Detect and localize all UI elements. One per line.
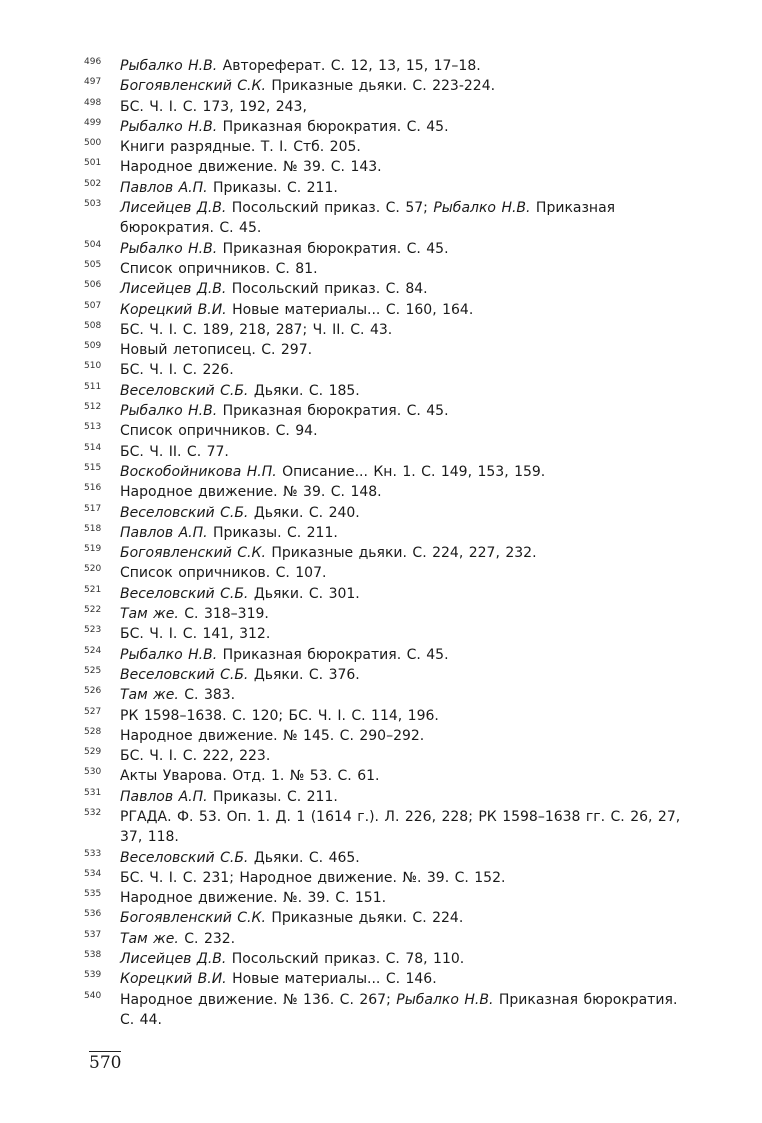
- footnote-segment: С. 318–319.: [178, 606, 269, 623]
- footnote-author: Рыбалко Н.В.: [433, 200, 531, 217]
- footnote-text: [120, 523, 696, 543]
- footnote-segment: Список опричников. С. 107.: [120, 565, 327, 582]
- footnote-segment: БС. Ч. I. С. 231; Народное движение. №. 39. С. 152.: [120, 869, 506, 886]
- footnote-segment: Дьяки. С. 376.: [248, 666, 360, 683]
- footnote-item: [84, 239, 696, 259]
- footnote-segment: Приказная бюрократия. С. 44.: [120, 991, 678, 1028]
- footnote-number: 525: [84, 665, 102, 676]
- footnote-text: [120, 360, 696, 380]
- footnote-number: 539: [84, 970, 102, 981]
- footnote-author: Богоявленский С.К.: [120, 545, 266, 562]
- footnote-text: [120, 868, 696, 888]
- footnote-text: [120, 888, 696, 908]
- footnote-text: [120, 766, 696, 786]
- footnote-segment: С. 383.: [178, 687, 236, 704]
- footnote-item: [84, 645, 696, 665]
- footnote-item: [84, 543, 696, 563]
- footnote-item: [84, 563, 696, 583]
- footnote-segment: Приказные дьяки. С. 223-224.: [265, 78, 496, 95]
- footnote-text: [120, 198, 696, 239]
- footnote-segment: РГАДА. Ф. 53. Оп. 1. Д. 1 (1614 г.). Л. 226, 228; РК 1598–1638 гг. С. 26, 27, 37, 118.: [120, 808, 681, 846]
- footnote-segment: Приказы. С. 211.: [207, 524, 338, 541]
- footnote-text: [120, 381, 696, 401]
- footnote-segment: Описание... Кн. 1. С. 149, 153, 159.: [276, 463, 546, 480]
- footnote-item: [84, 949, 696, 969]
- footnote-number: 526: [84, 686, 102, 697]
- footnote-segment: Приказная бюрократия. С. 45.: [217, 403, 449, 420]
- footnote-item: [84, 482, 696, 502]
- footnote-segment: БС. Ч. I. С. 173, 192, 243,: [120, 98, 307, 115]
- footnote-text: [120, 645, 696, 665]
- footnote-number: 522: [84, 605, 102, 616]
- footnote-text: [120, 665, 696, 685]
- footnote-number: 505: [84, 259, 102, 270]
- footnote-text: [120, 117, 696, 137]
- footnote-segment: РК 1598–1638. С. 120; БС. Ч. I. С. 114, 196.: [120, 707, 439, 724]
- footnote-segment: Автореферат. С. 12, 13, 15, 17–18.: [217, 58, 481, 74]
- footnote-item: [84, 442, 696, 462]
- footnote-text: [120, 807, 696, 848]
- footnote-number: 496: [84, 57, 102, 67]
- footnote-item: [84, 706, 696, 726]
- footnote-text: [120, 178, 696, 198]
- footnote-item: [84, 624, 696, 644]
- footnote-number: 527: [84, 706, 102, 717]
- footnote-text: [120, 990, 696, 1031]
- footnote-author: Лисейцев Д.В.: [120, 200, 227, 217]
- footnote-author: Рыбалко Н.В.: [120, 403, 218, 420]
- footnote-text: [120, 685, 696, 705]
- footnote-text: [120, 584, 696, 604]
- footnote-item: [84, 868, 696, 888]
- footnote-number: 534: [84, 868, 102, 879]
- footnote-number: 519: [84, 544, 102, 555]
- footnote-text: [120, 421, 696, 441]
- footnote-segment: Новые материалы... С. 146.: [226, 971, 437, 988]
- footnote-number: 529: [84, 747, 102, 758]
- footnote-number: 509: [84, 341, 102, 352]
- footnote-text: [120, 482, 696, 502]
- footnote-item: [84, 320, 696, 340]
- footnote-item: [84, 990, 696, 1031]
- footnote-segment: Приказные дьяки. С. 224, 227, 232.: [265, 545, 537, 562]
- footnote-item: [84, 76, 696, 96]
- footnote-number: 536: [84, 909, 102, 920]
- footnote-text: [120, 279, 696, 299]
- footnote-text: [120, 97, 696, 117]
- footnote-author: Там же.: [120, 606, 179, 623]
- footnote-item: [84, 300, 696, 320]
- footer-rule: [89, 1051, 121, 1052]
- footnote-text: [120, 300, 696, 320]
- footnotes-list: [84, 56, 696, 1030]
- footnote-number: 502: [84, 178, 102, 189]
- footnote-segment: Дьяки. С. 301.: [248, 585, 360, 602]
- footnote-number: 518: [84, 523, 102, 534]
- footnote-item: [84, 198, 696, 239]
- footnote-number: 501: [84, 158, 102, 169]
- footnote-number: 523: [84, 625, 102, 636]
- footnote-number: 531: [84, 787, 102, 798]
- footnote-item: [84, 178, 696, 198]
- footnote-number: 504: [84, 239, 102, 250]
- footnote-number: 528: [84, 726, 102, 737]
- footnote-number: 510: [84, 361, 102, 372]
- footnote-author: Рыбалко Н.В.: [120, 240, 218, 257]
- footnote-segment: Книги разрядные. Т. I. Стб. 205.: [120, 139, 361, 156]
- footnote-text: [120, 726, 696, 746]
- footnote-item: [84, 137, 696, 157]
- footnote-item: [84, 766, 696, 786]
- footnote-number: 521: [84, 584, 102, 595]
- footnote-author: Лисейцев Д.В.: [120, 281, 227, 298]
- footnote-author: Рыбалко Н.В.: [120, 58, 218, 74]
- footnote-item: [84, 157, 696, 177]
- footnote-segment: Приказы. С. 211.: [207, 788, 338, 805]
- footnote-item: [84, 685, 696, 705]
- footnote-segment: Приказы. С. 211.: [207, 179, 338, 196]
- footnote-segment: Дьяки. С. 185.: [248, 382, 360, 399]
- footnote-text: [120, 56, 696, 76]
- footnote-segment: Народное движение. № 39. С. 148.: [120, 484, 382, 501]
- footnote-text: [120, 706, 696, 726]
- footnote-item: [84, 523, 696, 543]
- footnote-number: 512: [84, 402, 102, 413]
- footnote-item: [84, 848, 696, 868]
- footnote-text: [120, 503, 696, 523]
- footnote-text: [120, 543, 696, 563]
- footnote-author: Веселовский С.Б.: [120, 849, 249, 866]
- footnote-text: [120, 157, 696, 177]
- footnote-segment: Народное движение. № 136. С. 267;: [120, 991, 397, 1008]
- footnote-segment: Приказная бюрократия. С. 45.: [217, 240, 449, 257]
- footnote-text: [120, 401, 696, 421]
- footnote-segment: БС. Ч. I. С. 189, 218, 287; Ч. II. С. 43.: [120, 321, 393, 338]
- footnote-author: Богоявленский С.К.: [120, 78, 266, 95]
- footnote-item: [84, 117, 696, 137]
- footnote-number: 515: [84, 462, 102, 473]
- footnote-segment: Список опричников. С. 94.: [120, 423, 318, 440]
- footnote-text: [120, 787, 696, 807]
- footnote-author: Там же.: [120, 930, 179, 947]
- footnote-segment: Новые материалы... С. 160, 164.: [226, 301, 474, 318]
- footnote-item: [84, 503, 696, 523]
- footnote-segment: Народное движение. №. 39. С. 151.: [120, 890, 387, 907]
- footnote-item: [84, 360, 696, 380]
- footnote-text: [120, 239, 696, 259]
- footnote-text: [120, 563, 696, 583]
- footnote-item: [84, 888, 696, 908]
- footnote-number: 537: [84, 929, 102, 940]
- footnote-number: 499: [84, 117, 102, 128]
- footnote-author: Веселовский С.Б.: [120, 666, 249, 683]
- footnote-number: 498: [84, 97, 102, 108]
- footnote-text: [120, 624, 696, 644]
- footnote-segment: Дьяки. С. 465.: [248, 849, 360, 866]
- footnote-item: [84, 584, 696, 604]
- page-number: 570: [89, 1053, 122, 1073]
- footnote-segment: Приказные дьяки. С. 224.: [265, 910, 464, 927]
- footnote-text: [120, 76, 696, 96]
- footnote-segment: Список опричников. С. 81.: [120, 260, 318, 277]
- footnote-segment: Приказная бюрократия. С. 45.: [217, 646, 449, 663]
- footnote-author: Рыбалко Н.В.: [120, 646, 218, 663]
- footnote-author: Воскобойникова Н.П.: [120, 463, 277, 480]
- footnote-segment: С. 232.: [178, 930, 236, 947]
- footnote-number: 530: [84, 767, 102, 778]
- footnote-segment: Народное движение. № 39. С. 143.: [120, 159, 382, 176]
- footnote-item: [84, 604, 696, 624]
- footnote-item: [84, 807, 696, 848]
- footnote-number: 516: [84, 483, 102, 494]
- footnote-author: Павлов А.П.: [120, 788, 208, 805]
- footnote-author: Корецкий В.И.: [120, 971, 227, 988]
- footnote-number: 511: [84, 381, 102, 392]
- footnote-item: [84, 401, 696, 421]
- footnote-number: 524: [84, 645, 102, 656]
- footnote-author: Там же.: [120, 687, 179, 704]
- footnote-text: [120, 746, 696, 766]
- footnote-text: [120, 462, 696, 482]
- footnote-segment: БС. Ч. I. С. 222, 223.: [120, 748, 271, 765]
- footnote-number: 517: [84, 503, 102, 514]
- footnote-author: Веселовский С.Б.: [120, 585, 249, 602]
- footnote-author: Рыбалко Н.В.: [120, 118, 218, 135]
- footnote-segment: БС. Ч. I. С. 226.: [120, 362, 234, 379]
- footnote-author: Павлов А.П.: [120, 179, 208, 196]
- footnote-number: 500: [84, 138, 102, 149]
- footnote-text: [120, 340, 696, 360]
- footnote-item: [84, 97, 696, 117]
- footnote-number: 506: [84, 280, 102, 291]
- footnote-text: [120, 848, 696, 868]
- footnote-item: [84, 462, 696, 482]
- footnote-number: 507: [84, 300, 102, 311]
- footnote-segment: Посольский приказ. С. 57;: [226, 200, 434, 217]
- footnote-text: [120, 908, 696, 928]
- footnote-segment: БС. Ч. II. С. 77.: [120, 443, 229, 460]
- footnote-segment: Посольский приказ. С. 78, 110.: [226, 951, 465, 968]
- footnote-author: Павлов А.П.: [120, 524, 208, 541]
- footnote-item: [84, 746, 696, 766]
- footnote-text: [120, 442, 696, 462]
- footnote-text: [120, 320, 696, 340]
- footnote-number: 508: [84, 320, 102, 331]
- footnote-item: [84, 929, 696, 949]
- footnote-item: [84, 279, 696, 299]
- footnote-segment: Акты Уварова. Отд. 1. № 53. С. 61.: [120, 768, 380, 785]
- footnote-number: 540: [84, 990, 102, 1001]
- footnote-segment: Народное движение. № 145. С. 290–292.: [120, 727, 425, 744]
- footnote-number: 497: [84, 77, 102, 88]
- footnote-author: Лисейцев Д.В.: [120, 951, 227, 968]
- footnote-item: [84, 908, 696, 928]
- footnote-segment: Приказная бюрократия. С. 45.: [120, 200, 616, 237]
- footnote-number: 520: [84, 564, 102, 575]
- footnote-item: [84, 259, 696, 279]
- footnote-author: Корецкий В.И.: [120, 301, 227, 318]
- footnote-number: 538: [84, 950, 102, 961]
- footnote-segment: Новый летописец. С. 297.: [120, 342, 313, 359]
- footnote-number: 535: [84, 889, 102, 900]
- footnote-item: [84, 381, 696, 401]
- footnote-number: 533: [84, 848, 102, 859]
- footnote-text: [120, 259, 696, 279]
- footnote-segment: БС. Ч. I. С. 141, 312.: [120, 626, 271, 643]
- footnote-number: 513: [84, 422, 102, 433]
- footnote-author: Рыбалко Н.В.: [396, 991, 494, 1008]
- footnote-item: [84, 969, 696, 989]
- footnote-number: 532: [84, 807, 102, 818]
- footnote-item: [84, 56, 696, 76]
- footnote-segment: Дьяки. С. 240.: [248, 504, 360, 521]
- footnote-item: [84, 787, 696, 807]
- footnote-author: Богоявленский С.К.: [120, 910, 266, 927]
- footnote-text: [120, 969, 696, 989]
- footnote-item: [84, 421, 696, 441]
- footnote-author: Веселовский С.Б.: [120, 382, 249, 399]
- footnote-text: [120, 949, 696, 969]
- footnote-text: [120, 604, 696, 624]
- footnote-item: [84, 340, 696, 360]
- footnote-text: [120, 137, 696, 157]
- footnote-item: [84, 726, 696, 746]
- footnote-number: 503: [84, 199, 102, 210]
- footnote-text: [120, 929, 696, 949]
- footnote-author: Веселовский С.Б.: [120, 504, 249, 521]
- footnote-item: [84, 665, 696, 685]
- footnote-segment: Посольский приказ. С. 84.: [226, 281, 428, 298]
- footnote-segment: Приказная бюрократия. С. 45.: [217, 118, 449, 135]
- footnote-number: 514: [84, 442, 102, 453]
